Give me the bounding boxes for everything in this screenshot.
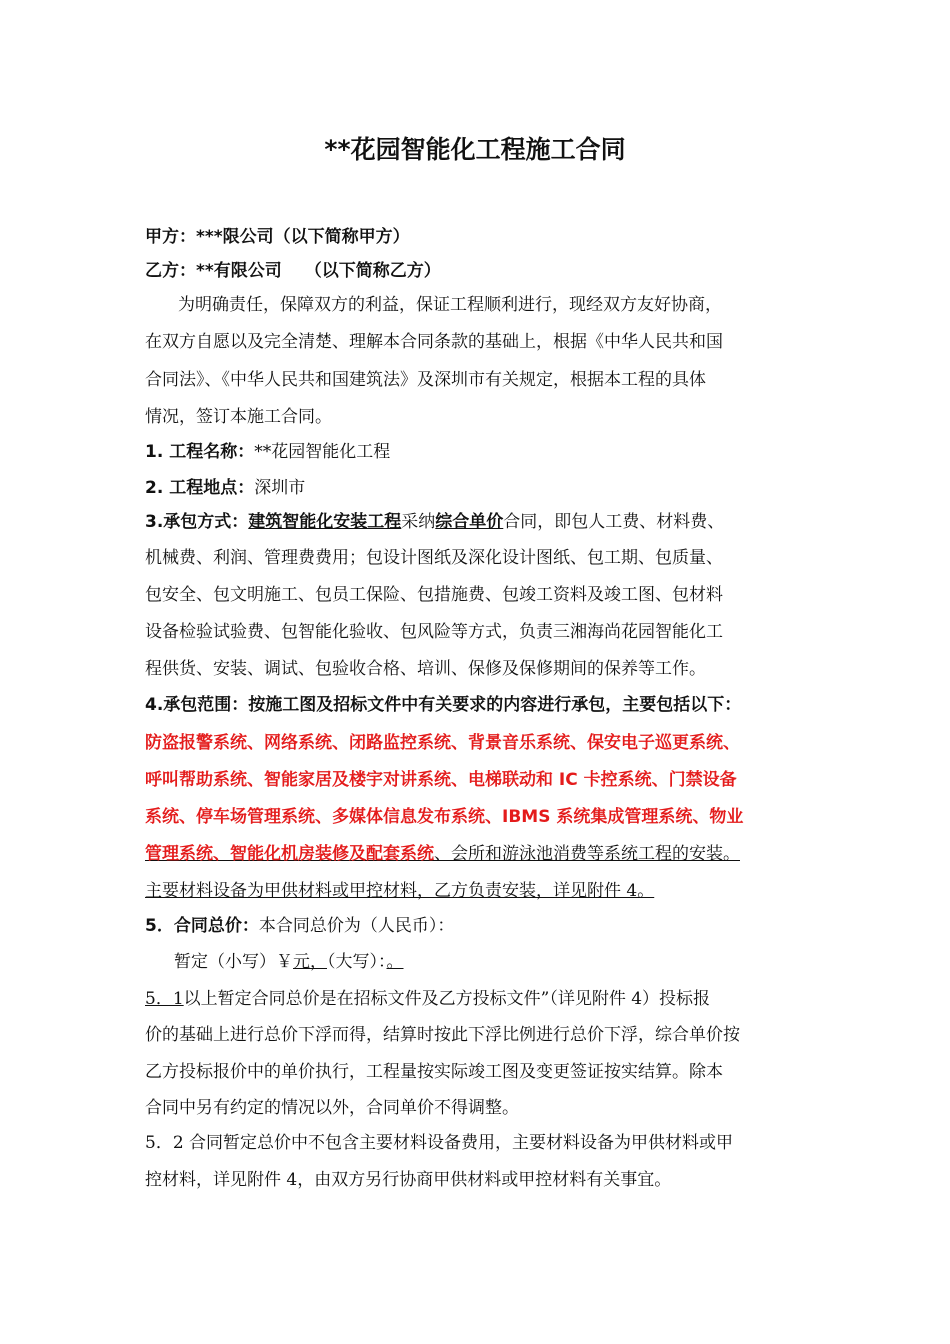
page-title: **花园智能化工程施工合同 xyxy=(324,135,626,164)
party-b: 乙方：**有限公司 （以下简称乙方） xyxy=(145,261,441,281)
intro-line: 合同法》、《中华人民共和国建筑法》及深圳市有关规定，根据本工程的具体 xyxy=(145,370,706,390)
item-label: 2. 工程地点： xyxy=(145,478,255,498)
item-text: 采纳 xyxy=(401,512,436,532)
item-total-price xyxy=(145,914,454,938)
item-text-line: 设备检验试验费、包智能化验收、包风险等方式，负责三湘海尚花园智能化工 xyxy=(145,622,723,642)
item-value: 本合同总价为（人民币）： xyxy=(258,916,455,936)
party-a: 甲方：***限公司（以下简称甲方） xyxy=(145,227,410,247)
item-text: 合同，即包人工费、材料费、 xyxy=(503,512,725,532)
item-value: 深圳市 xyxy=(254,478,306,498)
scope-black-text: 、会所和游泳池消费等系统工程的安装。 xyxy=(434,844,740,864)
tentative-text: （大写）： xyxy=(327,952,387,972)
intro-line: 为明确责任，保障双方的利益，保证工程顺利进行，现经双方友好协商， xyxy=(178,295,722,315)
clause-text-line: 价的基础上进行总价下浮而得，结算时按此下浮比例进行总价下浮，综合单价按 xyxy=(145,1025,740,1045)
scope-materials-note: 主要材料设备为甲供材料或甲控材料，乙方负责安装，详见附件 4。 xyxy=(145,881,655,901)
item-project-location xyxy=(145,476,305,500)
tentative-text: 。 xyxy=(386,952,404,972)
item-label: 1. 工程名称： xyxy=(145,442,255,462)
scope-systems-line: 系统、停车场管理系统、多媒体信息发布系统、IBMS 系统集成管理系统、物业 xyxy=(145,807,744,827)
underlined-term: 建筑智能化安装工程 xyxy=(248,512,402,532)
item-value: **花园智能化工程 xyxy=(254,442,391,462)
clause-text: 以上暂定合同总价是在招标文件及乙方投标文件”（详见附件 4）投标报 xyxy=(183,989,711,1009)
item-text-line: 机械费、利润、管理费费用；包设计图纸及深化设计图纸、包工期、包质量、 xyxy=(145,548,723,568)
item-label: 3.承包方式： xyxy=(145,512,249,532)
clause-5-2: 5．2 合同暂定总价中不包含主要材料设备费用，主要材料设备为甲供材料或甲 xyxy=(145,1133,734,1153)
scope-systems-line xyxy=(145,842,740,866)
item-project-name xyxy=(145,440,390,464)
clause-5-1 xyxy=(145,987,710,1011)
item-text-line: 程供货、安装、调试、包验收合格、培训、保修及保修期间的保养等工作。 xyxy=(145,659,706,679)
item-text-line: 包安全、包文明施工、包员工保险、包措施费、包竣工资料及竣工图、包材料 xyxy=(145,585,723,605)
item-label: 5．合同总价： xyxy=(145,916,259,936)
tentative-price xyxy=(174,950,404,974)
clause-text-line: 合同中另有约定的情况以外，合同单价不得调整。 xyxy=(145,1098,519,1118)
clause-number: 5．1 xyxy=(145,989,184,1009)
item-contract-mode xyxy=(145,510,724,534)
clause-text-line: 控材料，详见附件 4，由双方另行协商甲供材料或甲控材料有关事宜。 xyxy=(145,1170,672,1190)
clause-text-line: 乙方投标报价中的单价执行，工程量按实际竣工图及变更签证按实结算。除本 xyxy=(145,1062,723,1082)
intro-line: 情况，签订本施工合同。 xyxy=(145,407,332,427)
scope-systems-line: 防盗报警系统、网络系统、闭路监控系统、背景音乐系统、保安电子巡更系统、 xyxy=(145,733,740,753)
tentative-text: 元， xyxy=(293,952,327,972)
item-scope-header: 4.承包范围：按施工图及招标文件中有关要求的内容进行承包，主要包括以下： xyxy=(145,695,742,715)
tentative-text: 暂定（小写）￥ xyxy=(174,952,293,972)
underlined-term: 综合单价 xyxy=(435,512,504,532)
scope-red-text: 管理系统、智能化机房装修及配套系统 xyxy=(145,844,434,864)
scope-systems-line: 呼叫帮助系统、智能家居及楼宇对讲系统、电梯联动和 IC 卡控系统、门禁设备 xyxy=(145,770,737,790)
intro-line: 在双方自愿以及完全清楚、理解本合同条款的基础上，根据《中华人民共和国 xyxy=(145,332,723,352)
